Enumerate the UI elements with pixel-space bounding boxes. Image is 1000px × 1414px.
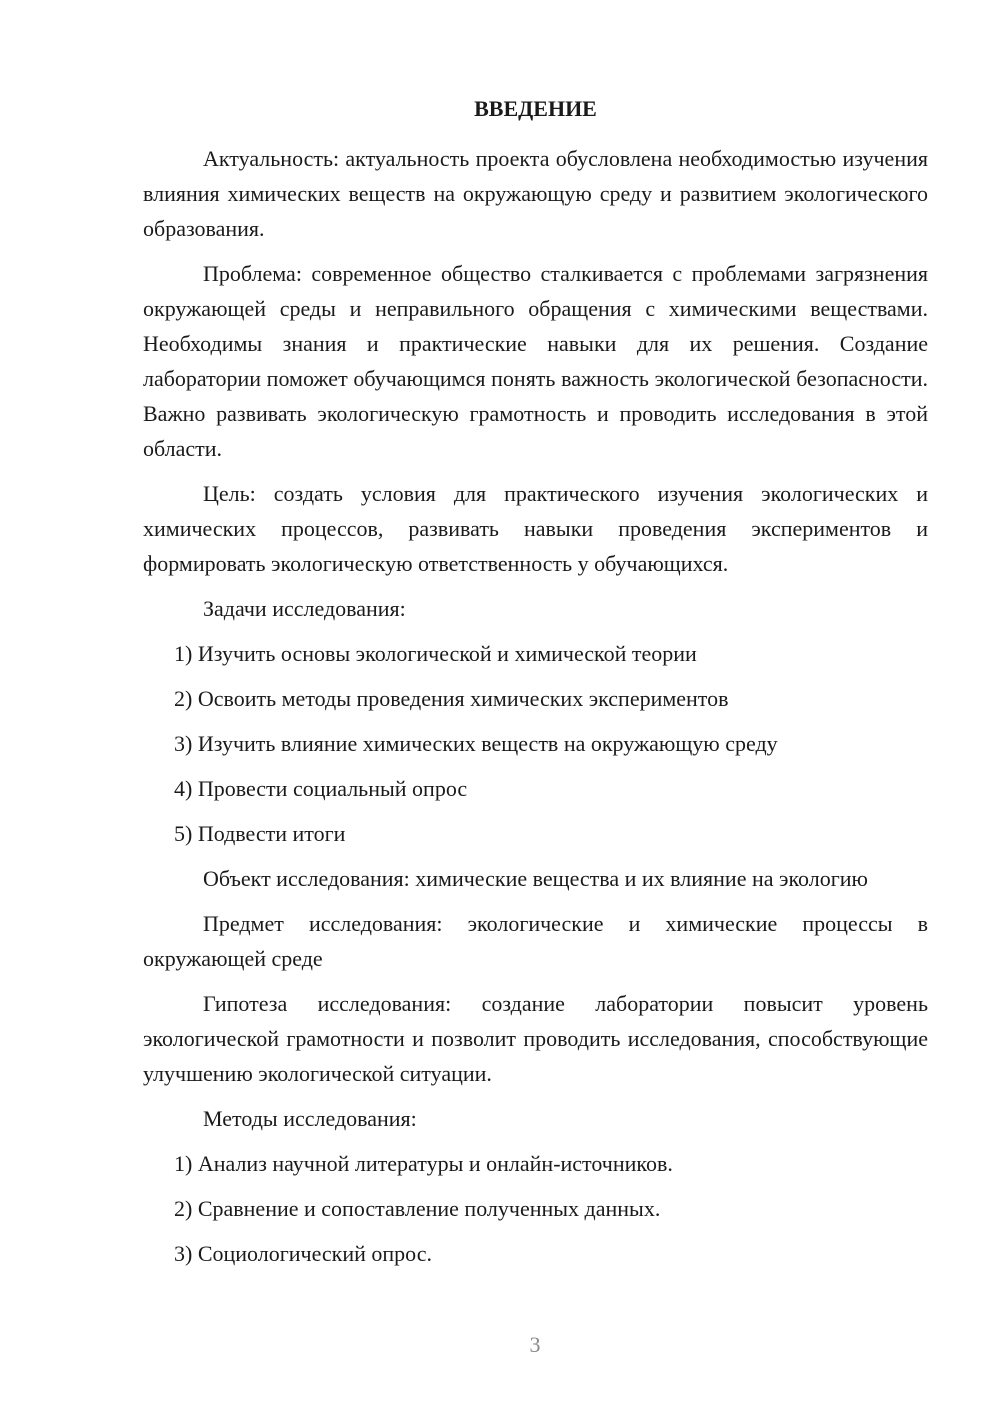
goal-paragraph: Цель: создать условия для практического изучения экологических и химических процессов, развивать навыки проведения экспериментов и формировать экологическую ответственность у обучающихся. <box>143 481 928 576</box>
document-title: ВВЕДЕНИЕ <box>474 96 597 121</box>
method-item: 3) Социологический опрос. <box>174 1241 432 1266</box>
methods-heading: Методы исследования: <box>203 1106 417 1131</box>
task-item: 4) Провести социальный опрос <box>174 776 468 801</box>
task-item: 2) Освоить методы проведения химических экспериментов <box>174 686 729 711</box>
problem-paragraph: Проблема: современное общество сталкивается с проблемами загрязнения окружающей среды и неправильного обращения с химическими веществами. Необходимы знания и практические навыки для их решения. Создание лаборатории поможет обучающимся понять важность экологической безопасности. Важно развивать экологическую грамотность и проводить исследования в этой области. <box>143 261 928 461</box>
subject-paragraph: Предмет исследования: экологические и химические процессы в окружающей среде <box>143 911 928 971</box>
task-item: 1) Изучить основы экологической и химической теории <box>174 641 697 666</box>
relevance-paragraph: Актуальность: актуальность проекта обусловлена необходимостью изучения влияния химических веществ на окружающую среду и развитием экологического образования. <box>143 146 928 241</box>
document-page <box>143 94 928 1281</box>
hypothesis-paragraph: Гипотеза исследования: создание лаборатории повысит уровень экологической грамотности и позволит проводить исследования, способствующие улучшению экологической ситуации. <box>143 991 928 1086</box>
tasks-list <box>143 636 928 851</box>
page-number: 3 <box>529 1332 541 1357</box>
object-paragraph: Объект исследования: химические вещества и их влияние на экологию <box>203 866 868 891</box>
tasks-heading: Задачи исследования: <box>203 596 406 621</box>
method-item: 2) Сравнение и сопоставление полученных данных. <box>174 1196 661 1221</box>
task-item: 3) Изучить влияние химических веществ на окружающую среду <box>174 731 778 756</box>
method-item: 1) Анализ научной литературы и онлайн-источников. <box>174 1151 673 1176</box>
task-item: 5) Подвести итоги <box>174 821 346 846</box>
methods-list <box>143 1146 928 1271</box>
